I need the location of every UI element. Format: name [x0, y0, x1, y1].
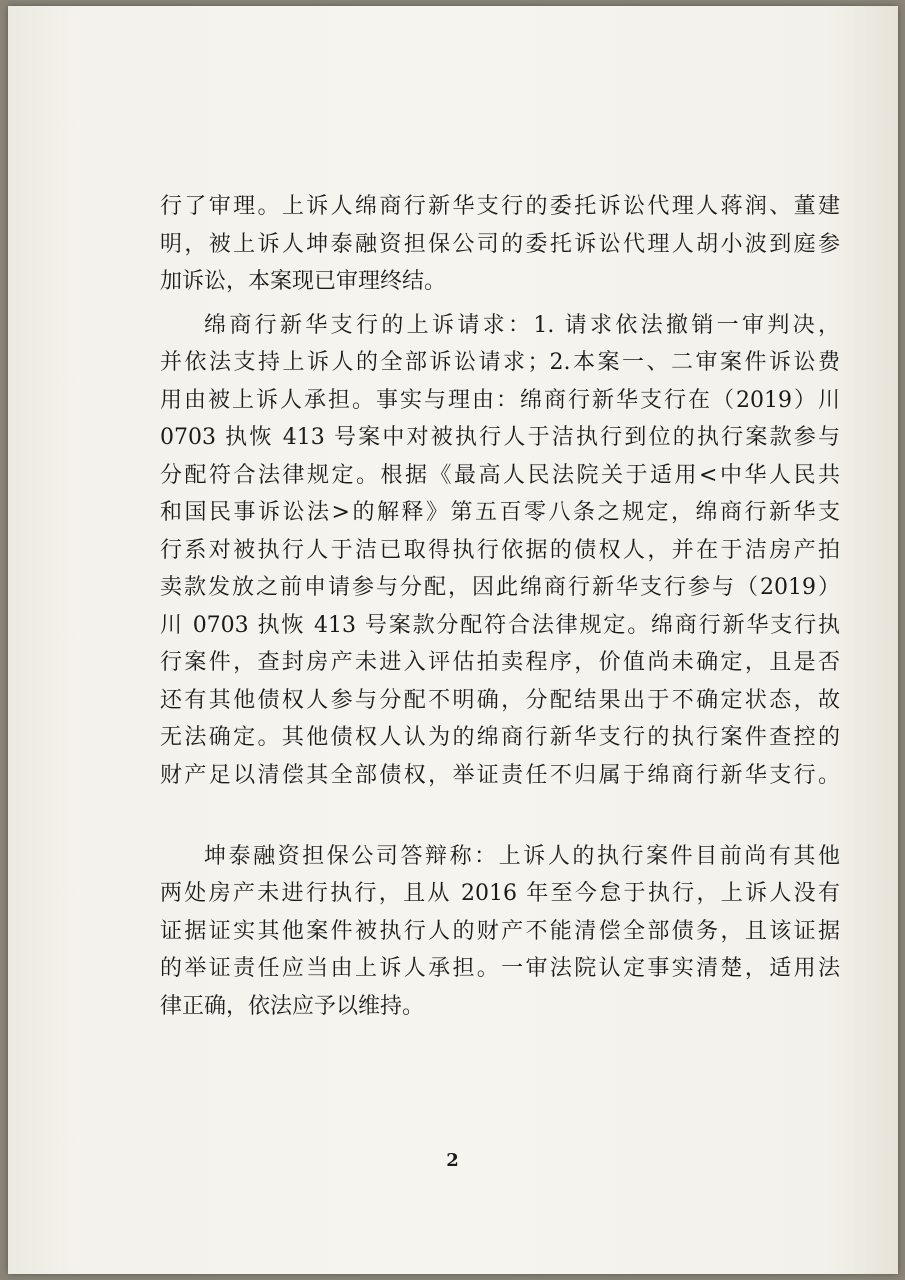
text-line: 的举证责任应当由上诉人承担。一审法院认定事实清楚，适用法	[160, 956, 840, 981]
text-line: 行案件，查封房产未进入评估拍卖程序，价值尚未确定，且是否	[160, 650, 840, 675]
text-line: 分配符合法律规定。根据《最高人民法院关于适用<中华人民共	[160, 462, 840, 488]
text-line: 无法确定。其他债权人认为的绵商行新华支行的执行案件查控的	[160, 725, 840, 750]
text-line: 行系对被执行人于洁已取得执行依据的债权人，并在于洁房产拍	[160, 537, 840, 563]
document-body	[160, 188, 840, 1025]
text-line: 律正确，依法应予以维持。	[160, 993, 425, 1019]
text-line: 用由被上诉人承担。事实与理由：绵商行新华支行在（2019）川	[160, 387, 840, 413]
text-line: 川 0703 执恢 413 号案款分配符合法律规定。绵商行新华支行执	[160, 612, 840, 638]
page-number: 2	[446, 1150, 459, 1171]
text-line: 卖款发放之前申请参与分配，因此绵商行新华支行参与（2019）	[160, 575, 840, 600]
text-line: 和国民事诉讼法>的解释》第五百零八条之规定，绵商行新华支	[160, 500, 840, 525]
text-line: 证据证实其他案件被执行人的财产不能清偿全部债务，且该证据	[160, 918, 840, 944]
text-line: 财产足以清偿其全部债权，举证责任不归属于绵商行新华支行。	[160, 762, 840, 788]
text-line: 明，被上诉人坤泰融资担保公司的委托诉讼代理人胡小波到庭参	[160, 231, 840, 257]
paragraph-1	[160, 188, 840, 301]
paragraph-2	[160, 307, 840, 832]
text-line: 加诉讼，本案现已审理终结。	[160, 269, 447, 294]
text-line: 并依法支持上诉人的全部诉讼请求；2.本案一、二审案件诉讼费	[160, 350, 840, 375]
text-line: 还有其他债权人参与分配不明确，分配结果出于不确定状态，故	[160, 687, 840, 713]
text-line	[160, 794, 840, 832]
text-line: 0703 执恢 413 号案中对被执行人于洁执行到位的执行案款参与	[160, 425, 840, 450]
text-line: 坤泰融资担保公司答辩称：上诉人的执行案件目前尚有其他	[204, 843, 840, 869]
text-line: 两处房产未进行执行，且从 2016 年至今怠于执行，上诉人没有	[160, 881, 840, 906]
text-line: 绵商行新华支行的上诉请求：1. 请求依法撤销一审判决，	[204, 312, 840, 338]
paragraph-3	[160, 838, 840, 1026]
text-line: 行了审理。上诉人绵商行新华支行的委托诉讼代理人蒋润、董建	[160, 194, 840, 219]
